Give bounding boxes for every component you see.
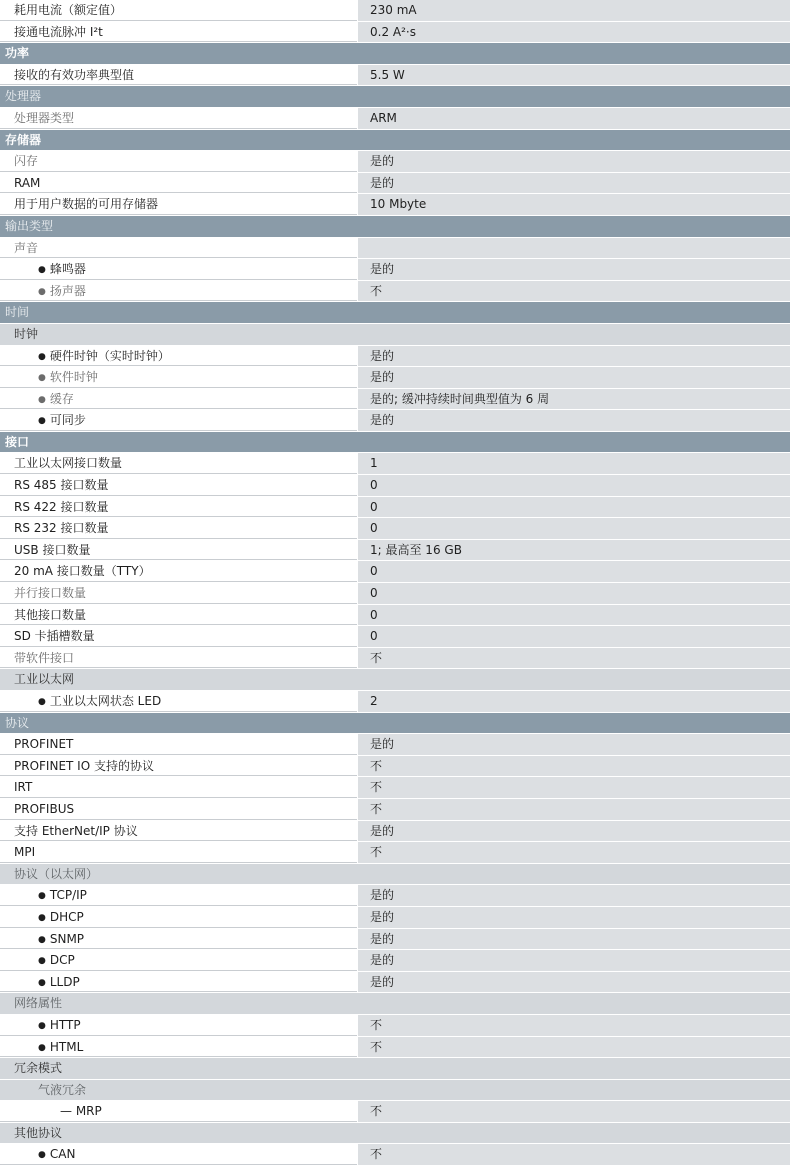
spec-label-text: 并行接口数量 [14,586,87,601]
spec-label-text: PROFINET [14,737,74,752]
spec-label [0,561,357,582]
spec-label-text: 软件时钟 [49,370,98,385]
subsection-header [0,864,790,886]
spec-row [0,929,790,951]
spec-value: 0 [357,518,790,539]
spec-value: 不 [357,1015,790,1036]
spec-value: 不 [357,281,790,302]
spec-row [0,561,790,583]
spec-row [0,842,790,864]
spec-value: 2 [357,691,790,712]
spec-value: 5.5 W [357,65,790,86]
spec-label-text: 接收的有效功率典型值 [14,67,135,82]
group-row [0,238,790,260]
spec-value: 是的 [357,907,790,928]
spec-label [0,1101,357,1122]
spec-value: 是的 [357,367,790,388]
spec-label [0,346,357,367]
spec-value: 1; 最高至 16 GB [357,540,790,561]
spec-value: 0 [357,626,790,647]
group-label: 声音 [0,238,357,259]
spec-row [0,691,790,713]
bullet-icon: ● [38,286,46,297]
spec-label [0,194,357,215]
spec-label [0,734,357,755]
spec-label-text: 闪存 [14,154,39,169]
spec-value: 不 [357,1144,790,1165]
spec-label [0,151,357,172]
spec-value: 是的 [357,151,790,172]
spec-row [0,1101,790,1123]
spec-value: 230 mA [357,0,790,21]
spec-label [0,22,357,43]
subsection-header [0,1080,790,1102]
spec-label [0,518,357,539]
spec-label-text: PROFIBUS [14,801,75,816]
spec-value: 不 [357,842,790,863]
subsection-header [0,993,790,1015]
spec-row [0,1144,790,1166]
spec-label [0,540,357,561]
subsection-title: 时钟 [14,326,39,341]
section-header [0,432,790,454]
spec-row [0,173,790,195]
spec-label-text: SD 卡插槽数量 [14,629,95,644]
spec-value: 是的 [357,972,790,993]
spec-value: 是的 [357,734,790,755]
spec-label [0,1037,357,1058]
spec-label [0,821,357,842]
spec-label [0,885,357,906]
spec-row [0,907,790,929]
spec-row [0,194,790,216]
spec-label [0,756,357,777]
spec-label [0,583,357,604]
spec-row [0,453,790,475]
spec-label-text: 蜂鸣器 [49,262,86,277]
spec-value: 是的 [357,950,790,971]
spec-label-text: 工业以太网状态 LED [49,694,162,708]
subsection-title: 气液冗余 [38,1082,87,1097]
spec-value: 0 [357,561,790,582]
section-header [0,86,790,108]
spec-value: 1 [357,453,790,474]
spec-label-text: LLDP [49,974,80,989]
spec-value: 是的; 缓冲持续时间典型值为 6 周 [357,389,790,410]
spec-row [0,540,790,562]
bullet-icon: ● [38,956,46,967]
section-title: 功率 [5,46,30,61]
spec-row [0,410,790,432]
spec-label-text: TCP/IP [49,888,87,903]
spec-label-text: 耗用电流（额定值） [14,3,123,17]
spec-label-text: 用于用户数据的可用存储器 [14,197,159,212]
section-title: 协议 [5,715,30,730]
spec-row [0,1037,790,1059]
spec-value: 不 [357,1037,790,1058]
spec-row [0,22,790,44]
section-header [0,130,790,152]
spec-label [0,281,357,302]
spec-label [0,453,357,474]
spec-label-text: 20 mA 接口数量（TTY） [14,564,151,579]
spec-label-text: 处理器类型 [14,110,75,125]
spec-label-text: 接通电流脉冲 I²t [14,24,103,39]
spec-label [0,605,357,626]
spec-label-text: SNMP [49,931,85,946]
subsection-title: 冗余模式 [14,1061,63,1076]
bullet-icon: ● [38,416,46,427]
section-title: 处理器 [5,89,42,104]
spec-label-text: RS 232 接口数量 [14,521,109,536]
spec-label [0,173,357,194]
spec-label-text: IRT [14,780,33,795]
bullet-icon: ● [38,1150,46,1161]
spec-row [0,1015,790,1037]
bullet-icon: ● [38,977,46,988]
spec-label [0,777,357,798]
bullet-icon: ● [38,934,46,945]
spec-row [0,259,790,281]
spec-label [0,259,357,280]
subsection-title: 协议（以太网） [14,866,99,881]
spec-label [0,842,357,863]
spec-value: 不 [357,777,790,798]
bullet-icon: ● [38,697,46,707]
spec-value: 是的 [357,346,790,367]
spec-label-text: DCP [49,953,75,968]
spec-label-text: 工业以太网接口数量 [14,456,123,471]
spec-row [0,367,790,389]
spec-value: 不 [357,799,790,820]
spec-value: ARM [357,108,790,129]
spec-label [0,410,357,431]
spec-label-text: PROFINET IO 支持的协议 [14,758,154,773]
spec-label [0,1015,357,1036]
spec-row [0,756,790,778]
spec-row [0,605,790,627]
spec-label [0,626,357,647]
spec-row [0,389,790,411]
spec-value: 10 Mbyte [357,194,790,215]
spec-label-text: MPI [14,845,36,860]
bullet-icon: ● [38,912,46,923]
spec-label-text: RS 422 接口数量 [14,499,109,514]
bullet-icon: ● [38,265,46,276]
spec-value: 0.2 A²·s [357,22,790,43]
spec-label-text: RAM [14,175,41,190]
spec-value: 是的 [357,821,790,842]
spec-value: 0 [357,583,790,604]
spec-row [0,497,790,519]
spec-label [0,65,357,86]
section-title: 输出类型 [5,218,54,233]
spec-row [0,518,790,540]
spec-value: 是的 [357,173,790,194]
spec-value: 0 [357,497,790,518]
spec-row [0,821,790,843]
spec-label-text: 可同步 [49,413,86,428]
bullet-icon: ● [38,1020,46,1031]
spec-label-text: USB 接口数量 [14,542,91,557]
subsection-title: 网络属性 [14,996,63,1011]
spec-label-text: 缓存 [49,391,74,406]
spec-label [0,799,357,820]
spec-label-text: DHCP [49,909,84,924]
spec-row [0,950,790,972]
section-title: 时间 [5,305,30,320]
subsection-title: 工业以太网 [14,672,75,687]
spec-value: 0 [357,475,790,496]
spec-label-text: HTML [49,1039,84,1054]
spec-label [0,648,357,669]
group-value-cell [357,238,790,259]
spec-label-text: 带软件接口 [14,650,75,665]
spec-label [0,950,357,971]
section-header [0,713,790,735]
spec-value: 是的 [357,259,790,280]
spec-row [0,151,790,173]
subsection-header [0,669,790,691]
spec-label [0,0,357,21]
spec-row [0,108,790,130]
spec-row [0,777,790,799]
subsection-header [0,324,790,346]
spec-row [0,65,790,87]
spec-row [0,799,790,821]
spec-value: 是的 [357,929,790,950]
bullet-icon: ● [38,351,46,362]
spec-row [0,648,790,670]
spec-row [0,972,790,994]
spec-label [0,1144,357,1165]
spec-value: 是的 [357,885,790,906]
spec-label [0,972,357,993]
bullet-icon: ● [38,394,46,405]
spec-label-text: HTTP [49,1017,81,1032]
subsection-title: 其他协议 [14,1125,63,1140]
spec-label-text: RS 485 接口数量 [14,478,109,493]
spec-value: 0 [357,605,790,626]
subsection-header [0,1058,790,1080]
section-title: 接口 [5,434,30,449]
spec-label-text: 支持 EtherNet/IP 协议 [14,823,138,838]
spec-row [0,346,790,368]
spec-value: 是的 [357,410,790,431]
spec-label-text: — MRP [60,1104,102,1119]
spec-label-text: 硬件时钟（实时时钟） [49,348,170,363]
spec-label [0,691,357,712]
spec-row [0,734,790,756]
spec-label-text: 扬声器 [49,283,86,298]
spec-label [0,907,357,928]
spec-label [0,389,357,410]
subsection-header [0,1123,790,1145]
bullet-icon: ● [38,891,46,902]
spec-row [0,475,790,497]
spec-row [0,0,790,22]
spec-label [0,497,357,518]
spec-row [0,281,790,303]
spec-label [0,475,357,496]
spec-row [0,885,790,907]
spec-label [0,108,357,129]
spec-value: 不 [357,756,790,777]
section-header [0,302,790,324]
section-title: 存储器 [5,132,42,147]
spec-label-text: CAN [49,1147,76,1162]
spec-label-text: 其他接口数量 [14,607,87,622]
spec-value: 不 [357,648,790,669]
spec-row [0,626,790,648]
spec-value: 不 [357,1101,790,1122]
bullet-icon: ● [38,1042,46,1053]
section-header [0,43,790,65]
spec-label [0,929,357,950]
section-header [0,216,790,238]
spec-label [0,367,357,388]
spec-row [0,583,790,605]
bullet-icon: ● [38,373,46,384]
